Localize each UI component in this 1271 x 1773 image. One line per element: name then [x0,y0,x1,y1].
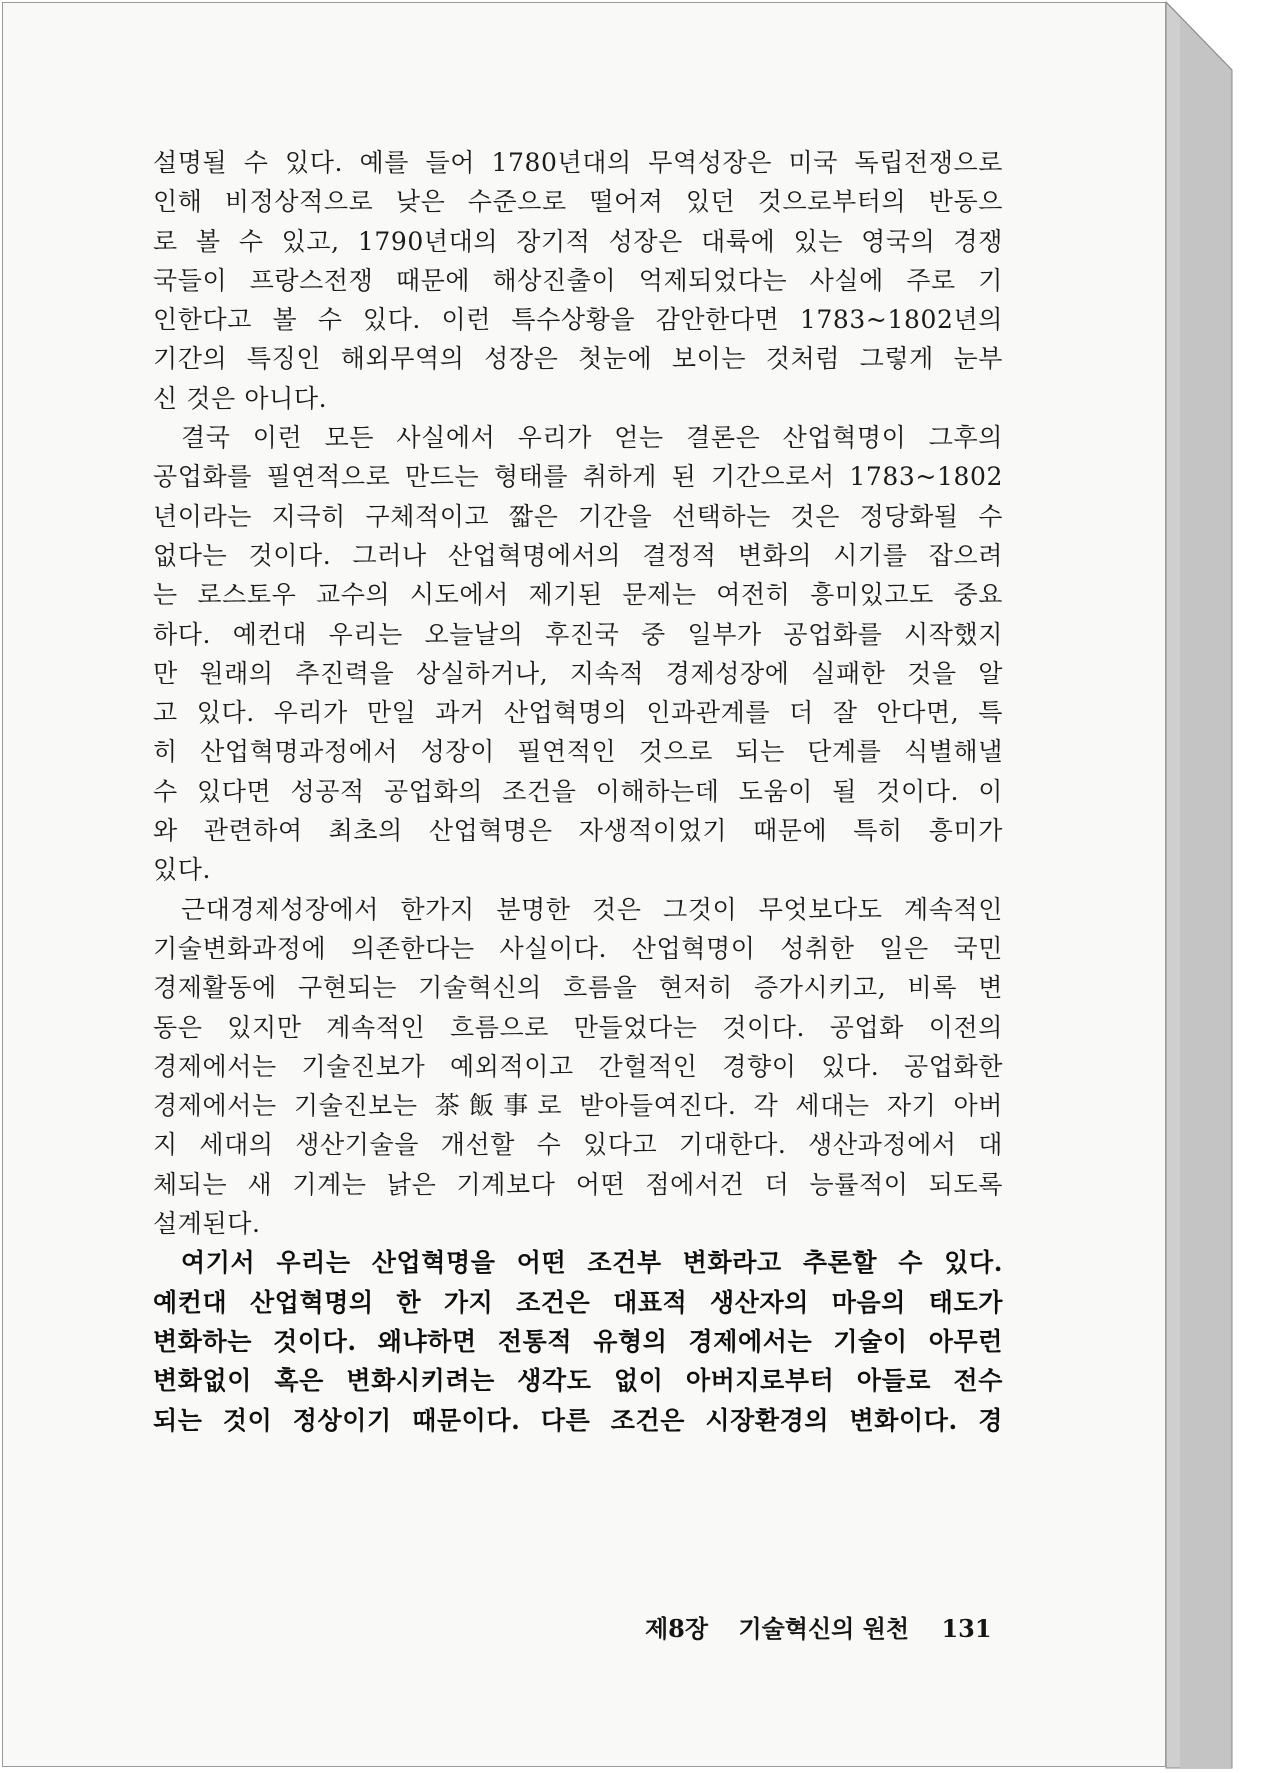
paragraph-start-line: 근대경제성장에서 한가지 분명한 것은 그것이 무엇보다도 계속적인 [181,894,1003,924]
text-line: 되는 것이 정상이기 때문이다. 다른 조건은 시장환경의 변화이다. 경 [153,1405,1003,1435]
text-line: 예컨대 산업혁명의 한 가지 조건은 대표적 생산자의 마음의 태도가 [153,1287,1003,1317]
text-line: 로 볼 수 있고, 1790년대의 장기적 성장은 대륙에 있는 영국의 경쟁 [153,226,1003,256]
page-number: 131 [941,1614,992,1643]
text-line: 변화없이 혹은 변화시키려는 생각도 없이 아버지로부터 아들로 전수 [153,1366,1003,1396]
text-line: 설계된다. [153,1209,261,1239]
text-line: 변화하는 것이다. 왜냐하면 전통적 유형의 경제에서는 기술이 아무런 [153,1326,1003,1356]
text-line: 동은 있지만 계속적인 흐름으로 만들었다는 것이다. 공업화 이전의 [153,1012,1003,1042]
text-line: 인해 비정상적으로 낮은 수준으로 떨어져 있던 것으로부터의 반동으 [153,187,1003,217]
text-line: 히 산업혁명과정에서 성장이 필연적인 것으로 되는 단계를 식별해낼 [153,737,1003,767]
text-line: 수 있다면 성공적 공업화의 조건을 이해하는데 도움이 될 것이다. 이 [153,776,1003,806]
text-line: 년이라는 지극히 구체적이고 짧은 기간을 선택하는 것은 정당화될 수 [153,501,1003,531]
paragraph-start-line: 결국 이런 모든 사실에서 우리가 얻는 결론은 산업혁명이 그후의 [181,423,1003,453]
text-line: 설명될 수 있다. 예를 들어 1780년대의 무역성장은 미국 독립전쟁으로 [153,148,1003,177]
text-line: 국들이 프랑스전쟁 때문에 해상진출이 억제되었다는 사실에 주로 기 [153,265,1003,295]
text-line: 고 있다. 우리가 만일 과거 산업혁명의 인과관계를 더 잘 안다면, 특 [153,698,1003,728]
text-line: 경제활동에 구현되는 기술혁신의 흐름을 현저히 증가시키고, 비록 변 [153,973,1003,1003]
text-line: 없다는 것이다. 그러나 산업혁명에서의 결정적 변화의 시기를 잡으려 [153,540,1003,570]
text-line: 경제에서는 기술진보가 예외적이고 간헐적인 경향이 있다. 공업화한 [153,1051,1003,1081]
book-page [2,2,1166,1767]
text-line: 체되는 새 기계는 낡은 기계보다 어떤 점에서건 더 능률적이 되도록 [153,1169,1003,1199]
running-footer [645,1609,992,1649]
chapter-title: 기술혁신의 원천 [738,1614,910,1643]
chapter-label: 제8장 [645,1614,709,1643]
text-line: 인한다고 볼 수 있다. 이런 특수상황을 감안한다면 1783~1802년의 [153,305,1003,335]
text-line: 는 로스토우 교수의 시도에서 제기된 문제는 여전히 흥미있고도 중요 [153,580,1003,610]
text-line: 신 것은 아니다. [153,383,328,413]
text-line: 공업화를 필연적으로 만드는 형태를 취하게 된 기간으로서 1783~1802 [153,462,1003,492]
text-line: 지 세대의 생산기술을 개선할 수 있다고 기대한다. 생산과정에서 대 [153,1130,1003,1160]
paragraph-start-line: 여기서 우리는 산업혁명을 어떤 조건부 변화라고 추론할 수 있다. [181,1248,1003,1278]
text-line: 있다. [153,855,212,885]
body-text [153,143,1003,1440]
text-line: 와 관련하여 최초의 산업혁명은 자생적이었기 때문에 특히 흥미가 [153,816,1003,846]
text-line: 기간의 특징인 해외무역의 성장은 첫눈에 보이는 것처럼 그렇게 눈부 [153,344,1003,374]
text-line: 경제에서는 기술진보는 茶飯事로 받아들여진다. 각 세대는 자기 아버 [153,1091,1003,1121]
text-line: 만 원래의 추진력을 상실하거나, 지속적 경제성장에 실패한 것을 알 [153,658,1003,688]
text-line: 하다. 예컨대 우리는 오늘날의 후진국 중 일부가 공업화를 시작했지 [153,619,1003,649]
text-line: 기술변화과정에 의존한다는 사실이다. 산업혁명이 성취한 일은 국민 [153,933,1003,963]
